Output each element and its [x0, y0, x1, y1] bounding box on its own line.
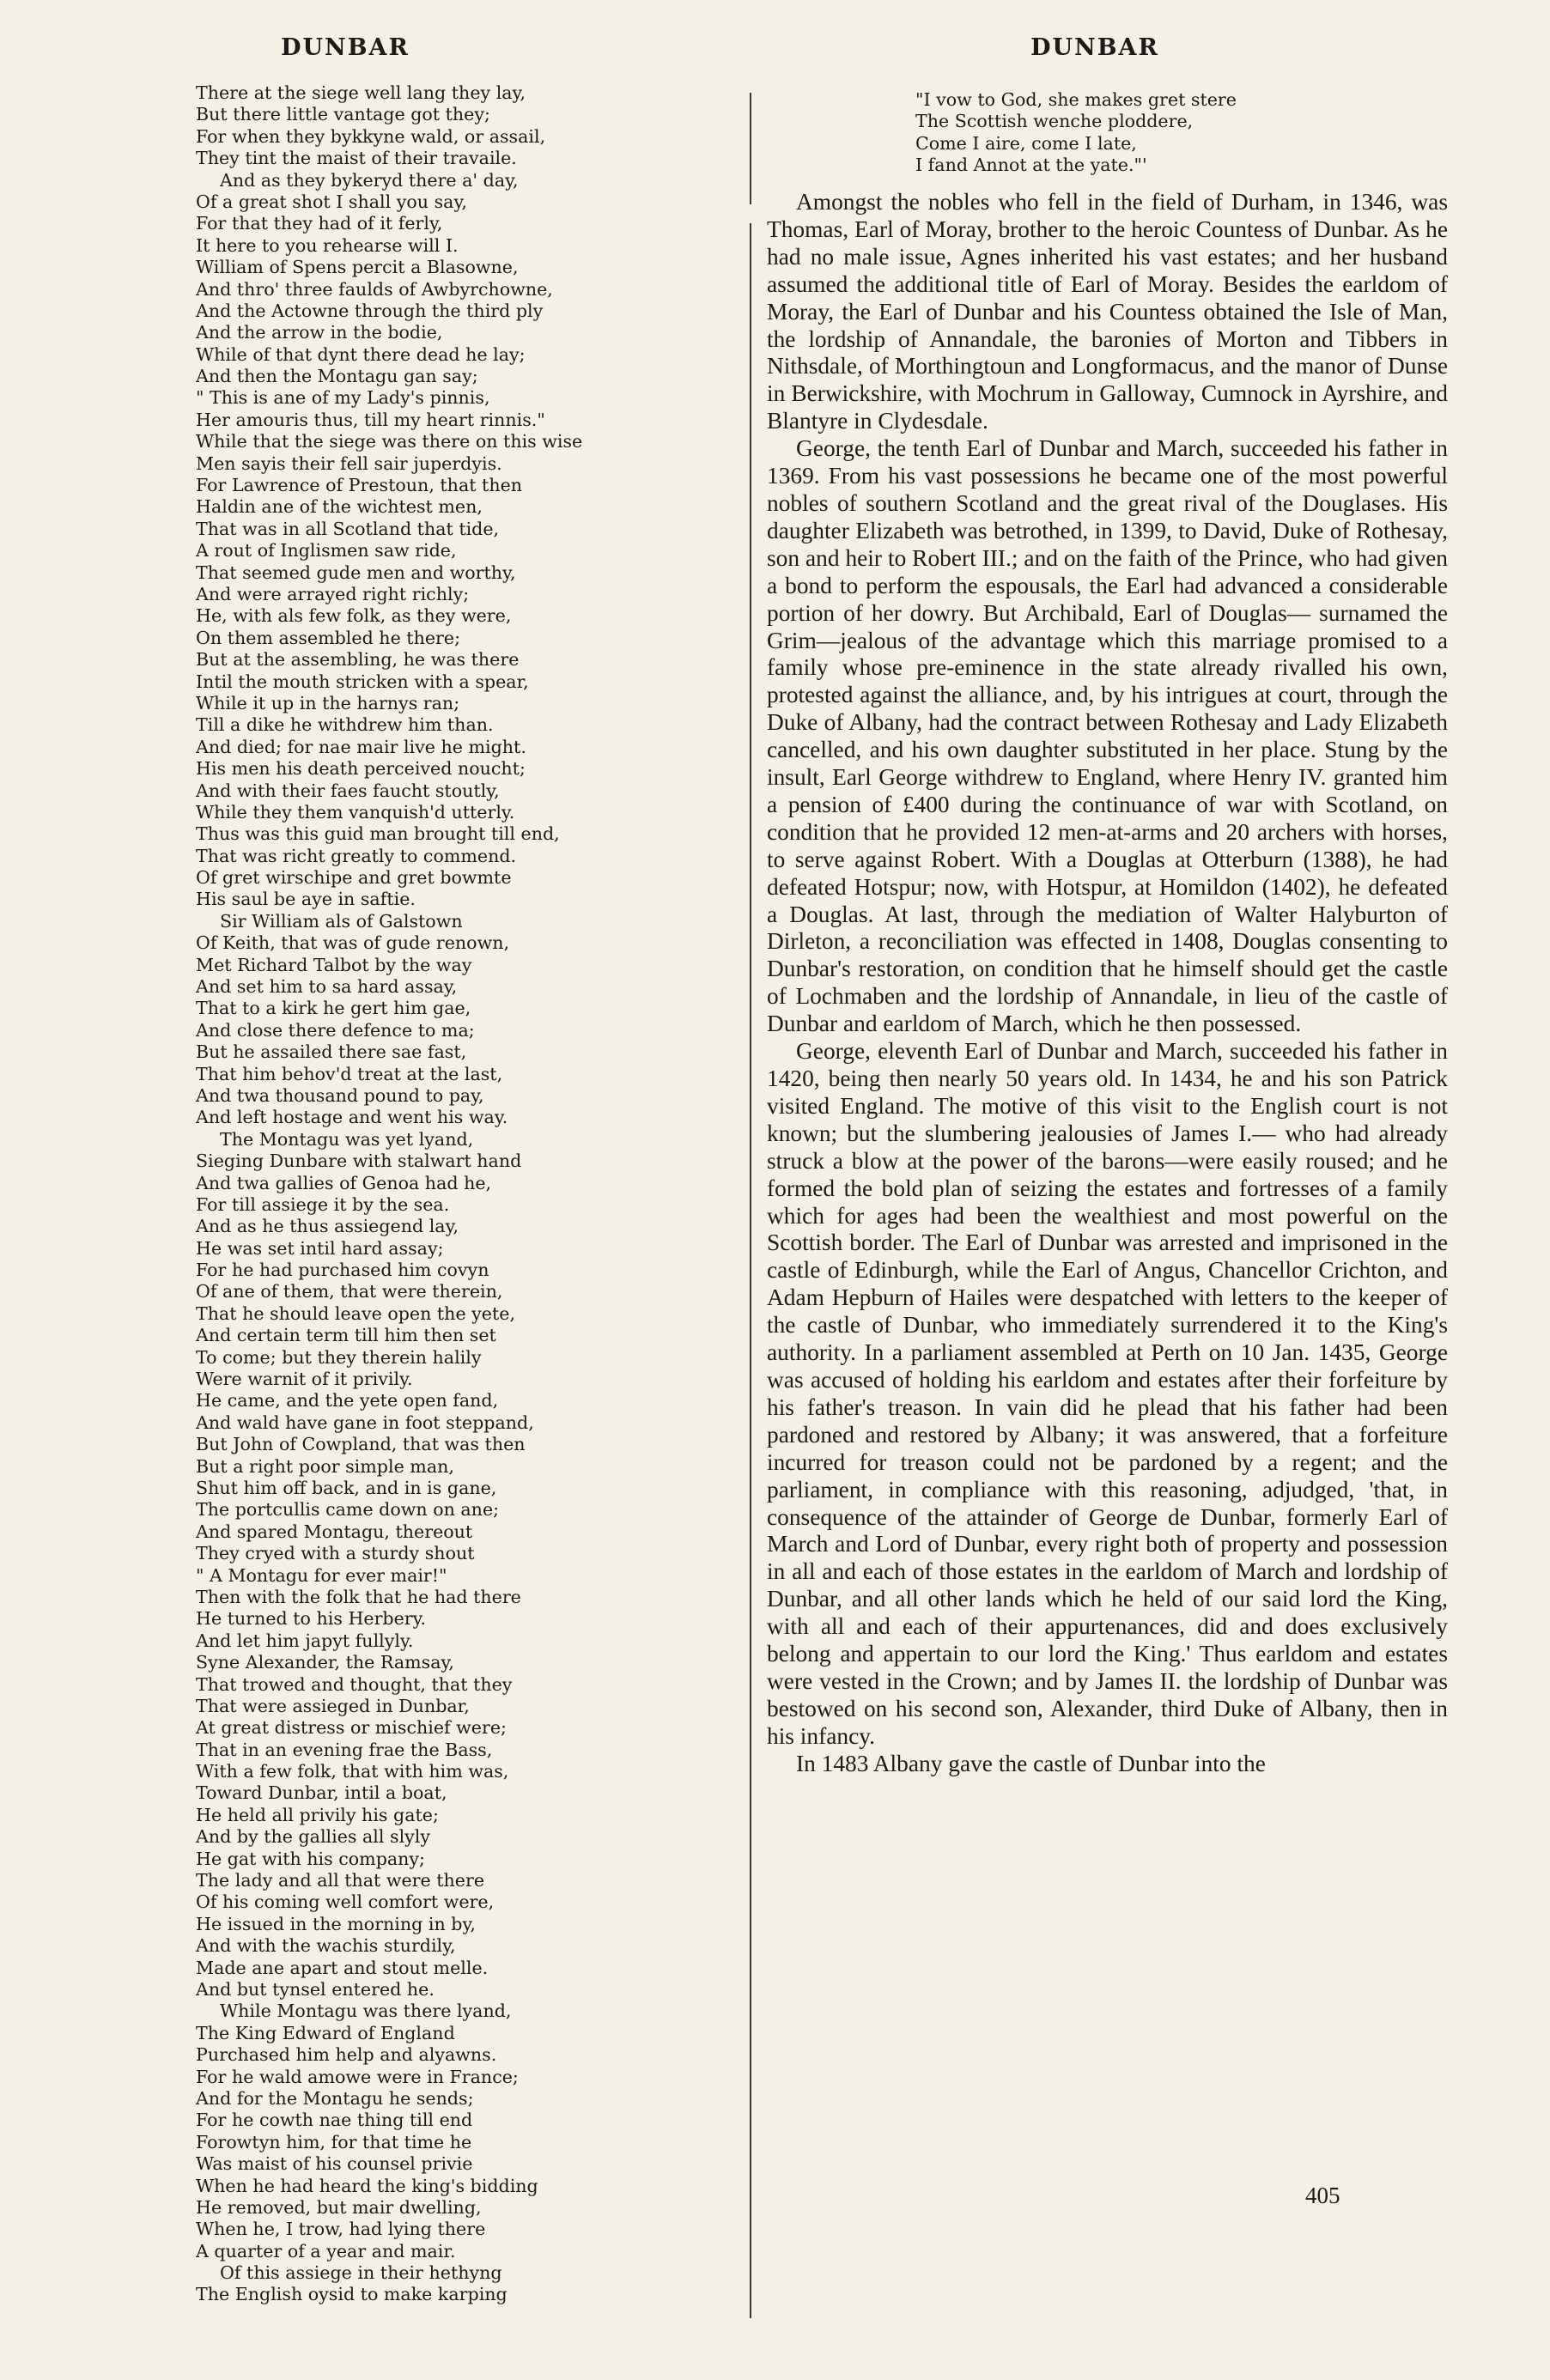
poem-line: Of gret wirschipe and gret bowmte	[196, 867, 512, 889]
poem-line: And as they bykeryd there a' day,	[220, 169, 519, 191]
poem-line: And with their faes faucht stoutly,	[196, 780, 500, 801]
poem-line: And certain term till him then set	[196, 1325, 496, 1346]
poem-line: And then the Montagu gan say;	[196, 366, 478, 387]
poem-line: While they them vanquish'd utterly.	[196, 801, 515, 823]
poem-line: While of that dynt there dead he lay;	[196, 343, 526, 365]
poem-line: The Montagu was yet lyand,	[220, 1128, 474, 1150]
verse-quotation	[915, 89, 1396, 177]
poem-line: At great distress or mischief were;	[196, 1717, 507, 1739]
poem-line: For Lawrence of Prestoun, that then	[196, 475, 523, 496]
poem-line: But John of Cowpland, that was then	[196, 1434, 526, 1455]
poem-line: Was maist of his counsel privie	[196, 2153, 473, 2175]
poem-line: The lady and all that were there	[196, 1870, 485, 1891]
prose-column	[767, 189, 1448, 1778]
poem-line: That to a kirk he gert him gae,	[196, 998, 471, 1019]
poem-line: That seemed gude men and worthy,	[196, 562, 516, 583]
poem-line: But at the assembling, he was there	[196, 649, 520, 671]
verse-line: "I vow to God, she makes gret stere	[915, 89, 1237, 110]
poem-line: That in an evening frae the Bass,	[196, 1739, 493, 1760]
poem-line: And the arrow in the bodie,	[196, 322, 443, 343]
poem-line: He came, and the yete open fand,	[196, 1390, 499, 1412]
page-number: 405	[1305, 2183, 1340, 2208]
running-header-right: DUNBAR	[1030, 34, 1159, 61]
poem-line: For that they had of it ferly,	[196, 213, 443, 234]
poem-line: A quarter of a year and mair.	[196, 2240, 456, 2262]
poem-line: While Montagu was there lyand,	[220, 2001, 512, 2022]
poem-line: And twa thousand pound to pay,	[196, 1084, 484, 1106]
poem-line: He, with als few folk, as they were,	[196, 605, 512, 627]
poem-line: For he had purchased him covyn	[196, 1260, 489, 1281]
poem-line: And by the gallies all slyly	[196, 1826, 431, 1848]
column-rule-top	[750, 93, 751, 204]
poem-line: And were arrayed right richly;	[196, 583, 470, 604]
poem-line: Haldin ane of the wichtest men,	[196, 496, 483, 518]
poem-line: On them assembled he there;	[196, 627, 461, 648]
poem-line: It here to you rehearse will I.	[196, 234, 459, 256]
poem-line: And twa gallies of Genoa had he,	[196, 1172, 492, 1193]
poem-line: While that the siege was there on this wise	[196, 431, 583, 452]
poem-line: Met Richard Talbot by the way	[196, 954, 472, 975]
poem-line: William of Spens percit a Blasowne,	[196, 257, 519, 278]
poem-line: That was in all Scotland that tide,	[196, 518, 500, 539]
poem-line: Of a great shot I shall you say,	[196, 191, 467, 212]
poem-line: That were assieged in Dunbar,	[196, 1695, 470, 1716]
poem-line: He held all privily his gate;	[196, 1804, 439, 1825]
poem-line: His men his death perceived noucht;	[196, 758, 526, 780]
poem-line: With a few folk, that with him was,	[196, 1761, 509, 1782]
poem-line: Were warnit of it privily.	[196, 1369, 413, 1390]
poem-line: And left hostage and went his way.	[196, 1107, 508, 1128]
poem-line: And the Actowne through the third ply	[196, 300, 544, 321]
poem-line: And spared Montagu, thereout	[196, 1521, 473, 1542]
poem-line: And let him japyt fullyly.	[196, 1630, 414, 1651]
paragraph: George, the tenth Earl of Dunbar and March, succeeded his father in 1369. From his vast possessions he became one of the most powerful nobles of southern Scotland and the great rival of the Douglases. His daughter Elizabeth was betrothed, in 1399, to David, Duke of Rothesay, son and heir to Robert III.; and on the faith of the Prince, who had given a bond to perform the espousals, the Earl had advanced a considerable portion of her dowry. But Archibald, Earl of Douglas— surnamed the Grim—jealous of the advantage which this marriage promised to a family whose pre-eminence in the state already rivalled his own, protested against the alliance, and, by his intrigues at court, through the Duke of Albany, had the contract between Rothesay and Lady Elizabeth cancelled, and his own daughter substituted in her place. Stung by the insult, Earl George withdrew to England, where Henry IV. granted him a pension of £400 during the continuance of war with Scotland, on condition that he provided 12 men-at-arms and 20 archers with horses, to serve against Robert. With a Douglas at Otterburn (1388), he had defeated Hotspur; now, with Hotspur, at Homildon (1402), he defeated a Douglas. At last, through the mediation of Walter Halyburton of Dirleton, a reconciliation was effected in 1408, Douglas consenting to Dunbar's restoration, on condition that he himself should get the castle of Lochmaben and the lordship of Annandale, in lieu of the castle of Dunbar and earldom of March, which he then possessed.	[767, 435, 1448, 1037]
poem-line: He was set intil hard assay;	[196, 1237, 444, 1259]
poem-line: That he should leave open the yete,	[196, 1302, 516, 1324]
poem-line: Till a dike he withdrew him than.	[196, 714, 494, 736]
poem-line: That was richt greatly to commend.	[196, 845, 517, 866]
verse-line: The Scottish wenche ploddere,	[915, 111, 1194, 132]
poem-line: He gat with his company;	[196, 1848, 425, 1869]
poem-line: For till assiege it by the sea.	[196, 1193, 450, 1215]
poem-line: And as he thus assiegend lay,	[196, 1216, 459, 1237]
poem-line: He turned to his Herbery.	[196, 1608, 427, 1630]
poem-line: He removed, but mair dwelling,	[196, 2196, 482, 2218]
running-header-left: DUNBAR	[281, 34, 410, 61]
poem-line: Purchased him help and alyawns.	[196, 2044, 497, 2066]
poem-line: To come; but they therein halily	[196, 1346, 482, 1368]
poem-line: But a right poor simple man,	[196, 1455, 454, 1477]
poem-line: Her amouris thus, till my heart rinnis."	[196, 409, 545, 430]
poem-line: That trowed and thought, that they	[196, 1673, 513, 1695]
poem-line: The English oysid to make karping	[196, 2284, 508, 2305]
paragraph: Amongst the nobles who fell in the field of Durham, in 1346, was Thomas, Earl of Moray, brother to the heroic Countess of Dunbar. As he had no male issue, Agnes inherited his vast estates; and her husband assumed the additional title of Earl of Moray. Besides the earldom of Moray, the Earl of Dunbar and his Countess obtained the Isle of Man, the lordship of Annandale, the baronies of Morton and Tibbers in Nithsdale, of Morthingtoun and Longformacus, and the manor of Dunse in Berwickshire, with Mochrum in Galloway, Cumnock in Ayrshire, and Blantyre in Clydesdale.	[767, 189, 1448, 434]
poem-line: They tint the maist of their travaile.	[196, 148, 517, 169]
poem-column	[196, 82, 745, 2306]
poem-line: But he assailed there sae fast,	[196, 1041, 467, 1063]
poem-line: But there little vantage got they;	[196, 104, 490, 125]
poem-line: And wald have gane in foot steppand,	[196, 1412, 534, 1433]
poem-line: " A Montagu for ever mair!"	[196, 1564, 447, 1586]
poem-line: And close there defence to ma;	[196, 1019, 475, 1041]
poem-line: That him behov'd treat at the last,	[196, 1063, 503, 1084]
column-rule	[750, 223, 751, 2318]
poem-line: Then with the folk that he had there	[196, 1586, 521, 1607]
poem-line: He issued in the morning in by,	[196, 1913, 476, 1934]
poem-line: And set him to sa hard assay,	[196, 976, 458, 998]
paragraph: In 1483 Albany gave the castle of Dunbar into the	[796, 1750, 1266, 1776]
poem-line: The portcullis came down on ane;	[196, 1499, 500, 1521]
poem-line: Of his coming well comfort were,	[196, 1891, 495, 1913]
poem-line: Of ane of them, that were therein,	[196, 1281, 503, 1302]
verse-line: I fand Annot at the yate."'	[915, 155, 1147, 176]
poem-line: For he cowth nae thing till end	[196, 2110, 473, 2131]
poem-line: " This is ane of my Lady's pinnis,	[196, 387, 490, 409]
poem-line: For he wald amowe were in France;	[196, 2066, 519, 2087]
poem-line: They cryed with a sturdy shout	[196, 1543, 475, 1564]
poem-line: Thus was this guid man brought till end,	[196, 823, 560, 845]
verse-line: Come I aire, come I late,	[915, 132, 1137, 154]
poem-line: And thro' three faulds of Awbyrchowne,	[196, 278, 553, 300]
poem-line: Forowtyn him, for that time he	[196, 2131, 472, 2152]
poem-line: His saul be aye in saftie.	[196, 889, 416, 910]
poem-line: Made ane apart and stout melle.	[196, 1957, 489, 1978]
poem-line: Of this assiege in their hethyng	[220, 2262, 502, 2284]
poem-line: When he had heard the king's bidding	[196, 2175, 538, 2196]
poem-line: And for the Montagu he sends;	[196, 2087, 474, 2109]
poem-line: The King Edward of England	[196, 2022, 455, 2043]
poem-line: Sir William als of Galstown	[220, 910, 463, 932]
poem-line: While it up in the harnys ran;	[196, 692, 460, 713]
poem-line: And but tynsel entered he.	[196, 1978, 435, 2000]
poem-line: Syne Alexander, the Ramsay,	[196, 1652, 454, 1673]
poem-line: For when they bykkyne wald, or assail,	[196, 125, 546, 147]
poem-line: Sieging Dunbare with stalwart hand	[196, 1151, 522, 1172]
poem-line: Toward Dunbar, intil a boat,	[196, 1782, 447, 1804]
poem-line: Intil the mouth stricken with a spear,	[196, 671, 529, 692]
poem-line: There at the siege well lang they lay,	[196, 82, 526, 103]
poem-line: Men sayis their fell sair juperdyis.	[196, 452, 502, 474]
paragraph: George, eleventh Earl of Dunbar and March, succeeded his father in 1420, being then nearly 50 years old. In 1434, he and his son Patrick visited England. The motive of this visit to the English court is not known; but the slumbering jealousies of James I.— who had already struck a blow at the power of the barons—were easily roused; and he formed the bold plan of seizing the estates and fortresses of a family which for ages had been the wealthiest and most powerful on the Scottish border. The Earl of Dunbar was arrested and imprisoned in the castle of Edinburgh, while the Earl of Angus, Chancellor Crichton, and Adam Hepburn of Hailes were despatched with letters to the keeper of the castle of Dunbar, who immediately surrendered it to the King's authority. In a parliament assembled at Perth on 10 Jan. 1435, George was accused of holding his earldom and estates after their forfeiture by his father's treason. In vain did he plead that his father had been pardoned and restored by Albany; it was answered, that a forfeiture incurred for treason could not be pardoned by a regent; and the parliament, in compliance with this reasoning, adjudged, 'that, in consequence of the attainder of George de Dunbar, formerly Earl of March and Lord of Dunbar, every right both of property and possession in all and each of those estates in the earldom of March and lordship of Dunbar, and all other lands which he held of our said lord the King, with all and each of their appurtenances, did and does exclusively belong and appertain to our lord the King.' Thus earldom and estates were vested in the Crown; and by James II. the lordship of Dunbar was bestowed on his second son, Alexander, third Duke of Albany, then in his infancy.	[767, 1038, 1448, 1749]
poem-line: And with the wachis sturdily,	[196, 1935, 456, 1957]
poem-line: Of Keith, that was of gude renown,	[196, 932, 510, 954]
poem-line: When he, I trow, had lying there	[196, 2219, 486, 2240]
poem-line: A rout of Inglismen saw ride,	[196, 540, 457, 562]
poem-line: And died; for nae mair live he might.	[196, 736, 526, 757]
poem-line: Shut him off back, and in is gane,	[196, 1478, 497, 1498]
